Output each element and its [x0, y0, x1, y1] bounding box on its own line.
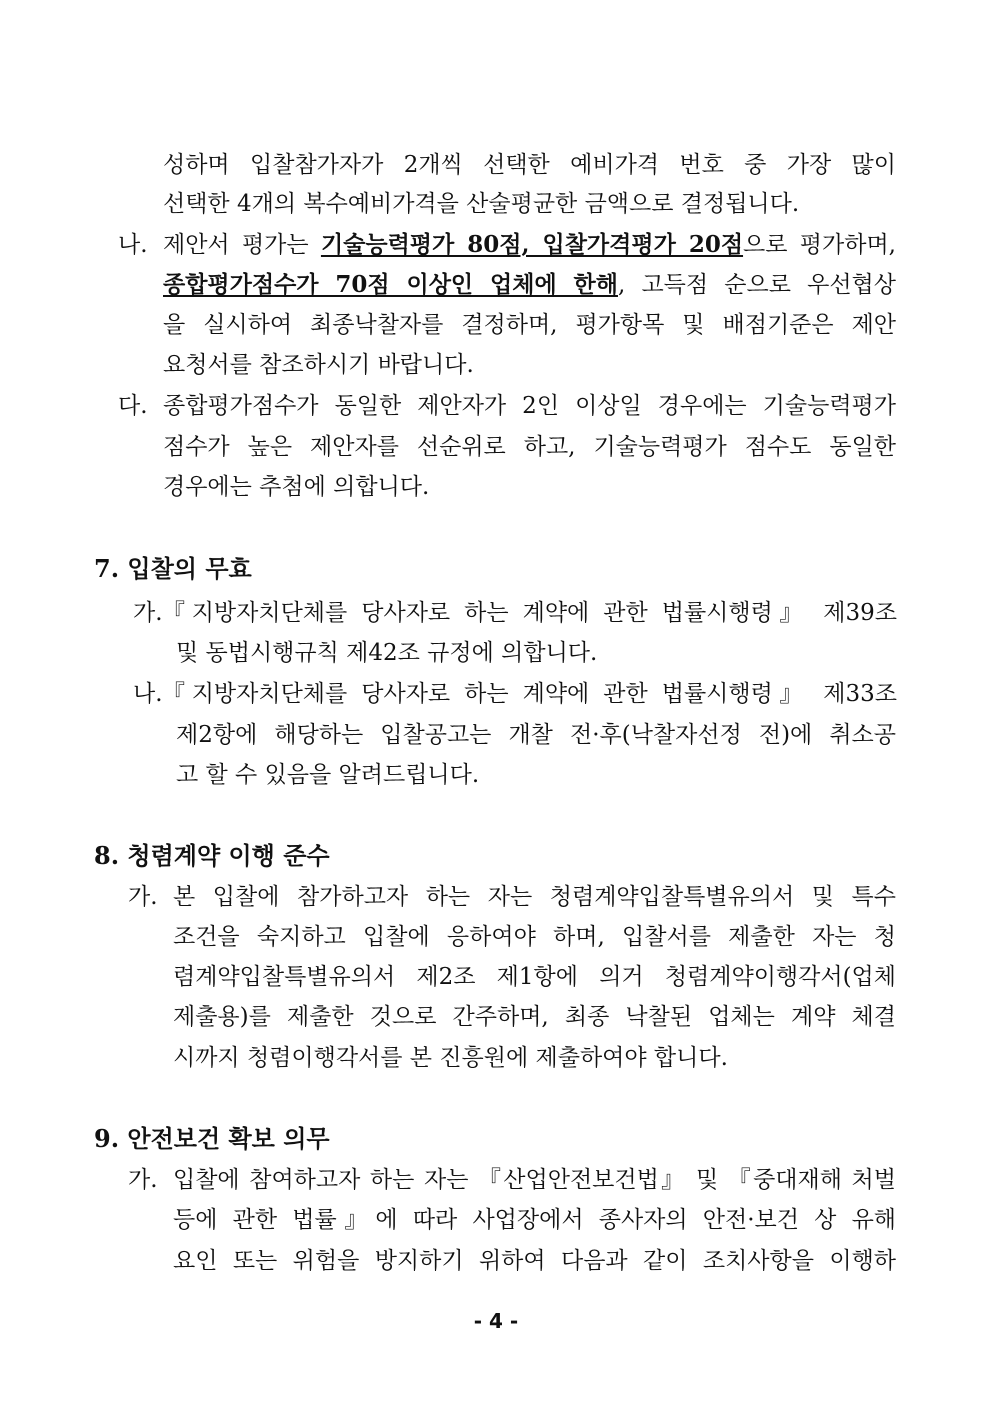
body-line: [163, 228, 896, 262]
body-line: 점수가 높은 제안자를 선순위로 하고, 기술능력평가 점수도 동일한: [163, 434, 896, 460]
body-line: 시까지 청렴이행각서를 본 진흥원에 제출하여야 합니다.: [173, 1045, 728, 1071]
section-heading: 7. 입찰의 무효: [94, 554, 252, 583]
text-run: 으로 평가하며,: [743, 232, 896, 258]
emphasis-text: 종합평가점수가 70점 이상인 업체에 한해: [163, 271, 618, 298]
item-marker: 다.: [118, 393, 148, 419]
body-line: 제2항에 해당하는 입찰공고는 개찰 전·후(낙찰자선정 전)에 취소공: [176, 722, 896, 748]
body-line: 렴계약입찰특별유의서 제2조 제1항에 의거 청렴계약이행각서(업체: [173, 964, 896, 990]
body-line: 『지방자치단체를 당사자로 하는 계약에 관한 법률시행령』 제33조: [162, 681, 897, 707]
body-line: 요인 또는 위험을 방지하기 위하여 다음과 같이 조치사항을 이행하: [173, 1248, 896, 1274]
body-line: 조건을 숙지하고 입찰에 응하여야 하며, 입찰서를 제출한 자는 청: [173, 924, 896, 950]
body-line: 『지방자치단체를 당사자로 하는 계약에 관한 법률시행령』 제39조: [162, 600, 897, 626]
body-line: 경우에는 추첨에 의합니다.: [163, 474, 430, 500]
body-line: 선택한 4개의 복수예비가격을 산술평균한 금액으로 결정됩니다.: [163, 191, 800, 217]
body-line: 종합평가점수가 동일한 제안자가 2인 이상일 경우에는 기술능력평가: [163, 393, 896, 419]
body-line: 을 실시하여 최종낙찰자를 결정하며, 평가항목 및 배점기준은 제안: [163, 312, 896, 338]
section-heading: 9. 안전보건 확보 의무: [94, 1124, 330, 1153]
body-line: 요청서를 참조하시기 바랍니다.: [163, 352, 474, 378]
body-line: [163, 268, 896, 302]
emphasis-text: 기술능력평가 80점, 입찰가격평가 20점: [320, 231, 744, 258]
body-line: 입찰에 참여하고자 하는 자는 『산업안전보건법』 및 『중대재해 처벌: [173, 1167, 896, 1193]
body-line: 본 입찰에 참가하고자 하는 자는 청렴계약입찰특별유의서 및 특수: [173, 884, 896, 910]
item-marker: 가.: [128, 884, 158, 910]
body-line: 등에 관한 법률』에 따라 사업장에서 종사자의 안전·보건 상 유해: [173, 1207, 896, 1233]
body-line: 성하며 입찰참가자가 2개씩 선택한 예비가격 번호 중 가장 많이: [163, 152, 896, 178]
item-marker: 나.: [118, 232, 148, 258]
item-marker: 가.: [133, 600, 163, 626]
page-number: - 4 -: [473, 1309, 519, 1333]
text-run: 제안서 평가는: [163, 232, 321, 258]
text-run: , 고득점 순으로 우선협상: [617, 272, 896, 298]
body-line: 제출용)를 제출한 것으로 간주하며, 최종 낙찰된 업체는 계약 체결: [173, 1004, 896, 1030]
item-marker: 나.: [133, 681, 163, 707]
item-marker: 가.: [128, 1167, 158, 1193]
body-line: 및 동법시행규칙 제42조 규정에 의합니다.: [176, 640, 598, 666]
section-heading: 8. 청렴계약 이행 준수: [94, 841, 330, 870]
body-line: 고 할 수 있음을 알려드립니다.: [176, 762, 480, 788]
